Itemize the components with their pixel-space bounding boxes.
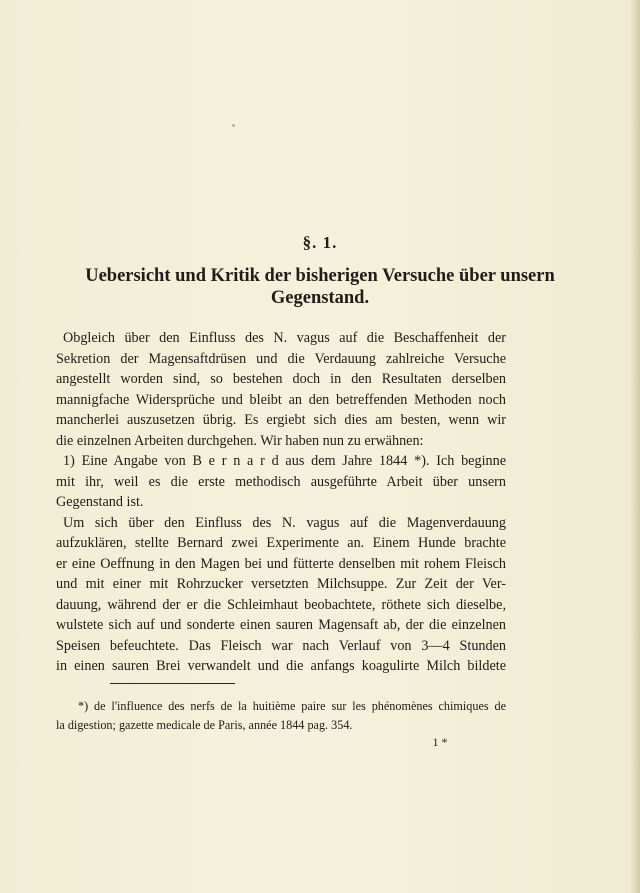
section-title [40, 265, 600, 309]
title-line-1: Uebersicht und Kritik der bisherigen Versuche über unsern [85, 266, 555, 286]
body-line: in einen sauren Brei verwandelt und die anfangs koagulirte Milch bildete [56, 658, 506, 674]
body-line: mannigfache Widersprüche und bleibt an den betreffenden Methoden noch [56, 391, 506, 408]
body-line: dauung, während der er die Schleimhaut beobachtete, röthete sich dieselbe, [56, 596, 506, 613]
body-line: angestellt worden sind, so bestehen doch in den Resultaten derselben [56, 371, 506, 387]
section-number: §. 1. [302, 233, 338, 252]
body-line: Obgleich über den Einfluss des N. vagus auf die Beschaffenheit der [63, 330, 506, 346]
footnote-line: la digestion; gazette medicale de Paris, année 1844 pag. 354. [56, 718, 353, 732]
footnote-rule [110, 683, 235, 684]
paper-speck [232, 124, 235, 127]
body-line: 1) Eine Angabe von B e r n a r d aus dem Jahre 1844 *). Ich beginne [63, 453, 506, 469]
signature-mark: 1 * [432, 735, 448, 749]
body-line: Sekretion der Magensaftdrüsen und die Verdauung zahlreiche Versuche [56, 350, 506, 367]
body-text [56, 328, 506, 677]
body-line: wulstete sich auf und sonderte einen sauren Magensaft ab, der die einzelnen [56, 617, 506, 633]
body-line: aufzuklären, stellte Bernard zwei Experimente an. Einem Hunde brachte [56, 535, 506, 551]
body-line: mancherlei auszusetzen übrig. Es ergiebt sich dies am besten, wenn wir [56, 412, 506, 428]
page-edge-shadow [630, 0, 640, 893]
body-line: die einzelnen Arbeiten durchgehen. Wir haben nun zu erwähnen: [56, 432, 424, 449]
body-line: er eine Oeffnung in den Magen bei und fütterte denselben mit rohem Fleisch [56, 555, 506, 572]
footnote [56, 697, 506, 735]
body-line: und mit einer mit Rohrzucker versetzten Milchsuppe. Zur Zeit der Ver- [56, 576, 506, 592]
title-line-2: Gegenstand. [270, 288, 370, 308]
body-line: Speisen befeuchtete. Das Fleisch war nach Verlauf von 3—4 Stunden [56, 637, 506, 654]
body-line: Um sich über den Einfluss des N. vagus auf die Magenverdauung [63, 514, 506, 531]
footnote-line: *) de l'influence des nerfs de la huitième paire sur les phénomènes chimiques de [78, 699, 506, 713]
body-line: mit ihr, weil es die erste methodisch ausgeführte Arbeit über unsern [56, 473, 506, 490]
body-line: Gegenstand ist. [56, 494, 144, 510]
